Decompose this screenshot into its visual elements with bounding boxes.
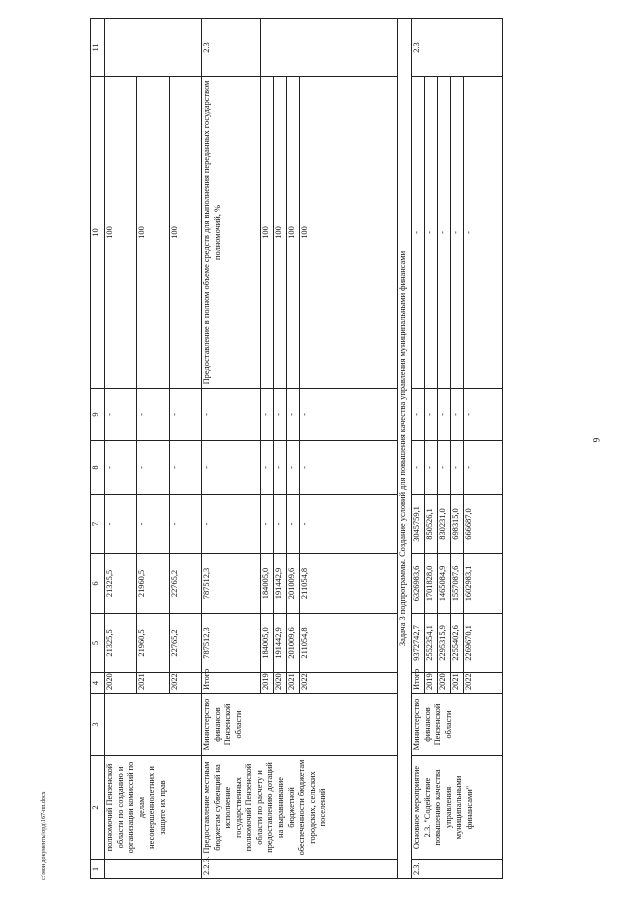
value-cell: 3045759,1 [412,495,425,554]
header-row [91,19,105,879]
header-cell: 2 [91,756,105,860]
task-number-cell: 2.3 [412,19,503,77]
value-cell: - [261,441,274,495]
value-cell: - [300,389,398,441]
value-cell: 21325,5 [105,554,137,614]
value-cell: 787512,3 [202,554,261,614]
task-number-cell: 2.3 [202,19,261,77]
measure-code-cell: 2.3. [412,860,503,879]
indicator-cell: 100 [300,77,398,389]
table-row [202,19,261,879]
value-cell: - [169,441,201,495]
value-cell: 2552354,1 [425,614,438,673]
value-cell: 6326983,6 [412,554,425,614]
indicator-cell: - [438,77,451,389]
table-row [412,19,425,879]
header-cell: 6 [91,554,105,614]
value-cell: 21325,5 [105,614,137,673]
indicator-cell: - [464,77,503,389]
value-cell: - [202,389,261,441]
value-cell: - [287,389,300,441]
value-cell: 2269670,1 [464,614,503,673]
value-cell: 1701828,0 [425,554,438,614]
year-cell: 2020 [438,673,451,694]
value-cell: 201009,6 [287,554,300,614]
value-cell: 850526,1 [425,495,438,554]
value-cell: 22765,2 [169,554,201,614]
year-cell: 2022 [169,673,201,694]
indicator-cell: - [412,77,425,389]
header-cell: 3 [91,694,105,756]
value-cell: 698315,0 [451,495,464,554]
measure-code-cell: 2.2.3. [202,860,398,879]
value-cell: - [300,441,398,495]
program-table [90,18,503,879]
value-cell: 184005,0 [261,554,274,614]
year-cell: 2019 [261,673,274,694]
value-cell: - [169,495,201,554]
value-cell: - [464,441,503,495]
value-cell: - [169,389,201,441]
total-label-cell: Итого [202,673,261,694]
value-cell: 211054,8 [300,614,398,673]
value-cell: 1465084,9 [438,554,451,614]
value-cell: 9372742,7 [412,614,425,673]
value-cell: - [438,389,451,441]
value-cell: - [261,495,274,554]
value-cell: 21960,5 [137,554,169,614]
value-cell: - [137,389,169,441]
header-cell: 1 [91,860,105,879]
header-cell: 8 [91,441,105,495]
value-cell: 2295315,9 [438,614,451,673]
value-cell: - [274,441,287,495]
value-cell: 830231,0 [438,495,451,554]
value-cell: - [425,389,438,441]
measure-name-cell: полномочий Пензенской области по созданию и организации комиссий по делам несовершеннолетних и защите их прав [105,756,202,860]
total-label-cell: Итого [412,673,425,694]
value-cell: - [425,441,438,495]
year-cell: 2021 [287,673,300,694]
value-cell: 666687,0 [464,495,503,554]
value-cell: - [105,389,137,441]
header-cell: 10 [91,77,105,389]
header-cell: 5 [91,614,105,673]
value-cell: - [137,441,169,495]
task-title: Задача 3 подпрограммы. Создание условий для повышения качества управления муниципальными финансами [398,19,412,879]
year-cell: 2022 [300,673,398,694]
value-cell: - [137,495,169,554]
value-cell: 201009,6 [287,614,300,673]
value-cell: - [412,389,425,441]
header-cell: 4 [91,673,105,694]
value-cell: - [451,389,464,441]
value-cell: - [202,441,261,495]
year-cell: 2021 [137,673,169,694]
table-row [105,19,137,879]
value-cell: - [274,495,287,554]
value-cell: 1557087,6 [451,554,464,614]
value-cell: 211054,8 [300,554,398,614]
header-cell: 9 [91,389,105,441]
measure-name-cell: Предоставление местным бюджетам субвенций на исполнение государственных полномочий Пензенской области по расчету и предоставлению дотаций на выравнивание бюджетной обеспеченности бюджетам городских, сельских поселений [202,756,398,860]
header-cell: 11 [91,19,105,77]
year-cell: 2021 [451,673,464,694]
task-row [398,19,412,879]
measure-name-cell: Основное мероприятие 2.3. "Содействие повышению качества управления муниципальными финансами" [412,756,503,860]
header-cell: 7 [91,495,105,554]
value-cell: - [261,389,274,441]
value-cell: - [202,495,261,554]
value-cell: - [287,495,300,554]
value-cell: 787512,3 [202,614,261,673]
indicator-cell: 100 [261,77,274,389]
indicator-cell: 100 [287,77,300,389]
executor-cell: Министерство финансов Пензенской области [412,694,503,756]
indicator-cell: 100 [137,77,169,389]
value-cell: 1602983,1 [464,554,503,614]
indicator-cell: - [425,77,438,389]
value-cell: - [464,389,503,441]
value-cell: 21960,5 [137,614,169,673]
value-cell: 191442,9 [274,614,287,673]
year-cell: 2020 [274,673,287,694]
value-cell: - [300,495,398,554]
indicator-cell: 100 [105,77,137,389]
indicator-cell: 100 [274,77,287,389]
value-cell: 2255402,6 [451,614,464,673]
executor-cell: Министерство финансов Пензенской области [202,694,398,756]
value-cell: 191442,9 [274,554,287,614]
table-container [90,19,546,879]
value-cell: 184005,0 [261,614,274,673]
indicator-cell: 100 [169,77,201,389]
value-cell: - [105,495,137,554]
indicator-name-cell: Предоставление в полном объеме средств для выполнения переданных государством полномочий, % [202,77,261,389]
year-cell: 2020 [105,673,137,694]
year-cell: 2019 [425,673,438,694]
value-cell: 22765,2 [169,614,201,673]
footer-file-path: c:\мои документы\орд\167-пп.docx [41,791,47,880]
value-cell: - [412,441,425,495]
value-cell: - [438,441,451,495]
indicator-cell: - [451,77,464,389]
value-cell: - [274,389,287,441]
page-number: 6 [591,437,601,443]
value-cell: - [105,441,137,495]
year-cell: 2022 [464,673,503,694]
value-cell: - [287,441,300,495]
value-cell: - [451,441,464,495]
